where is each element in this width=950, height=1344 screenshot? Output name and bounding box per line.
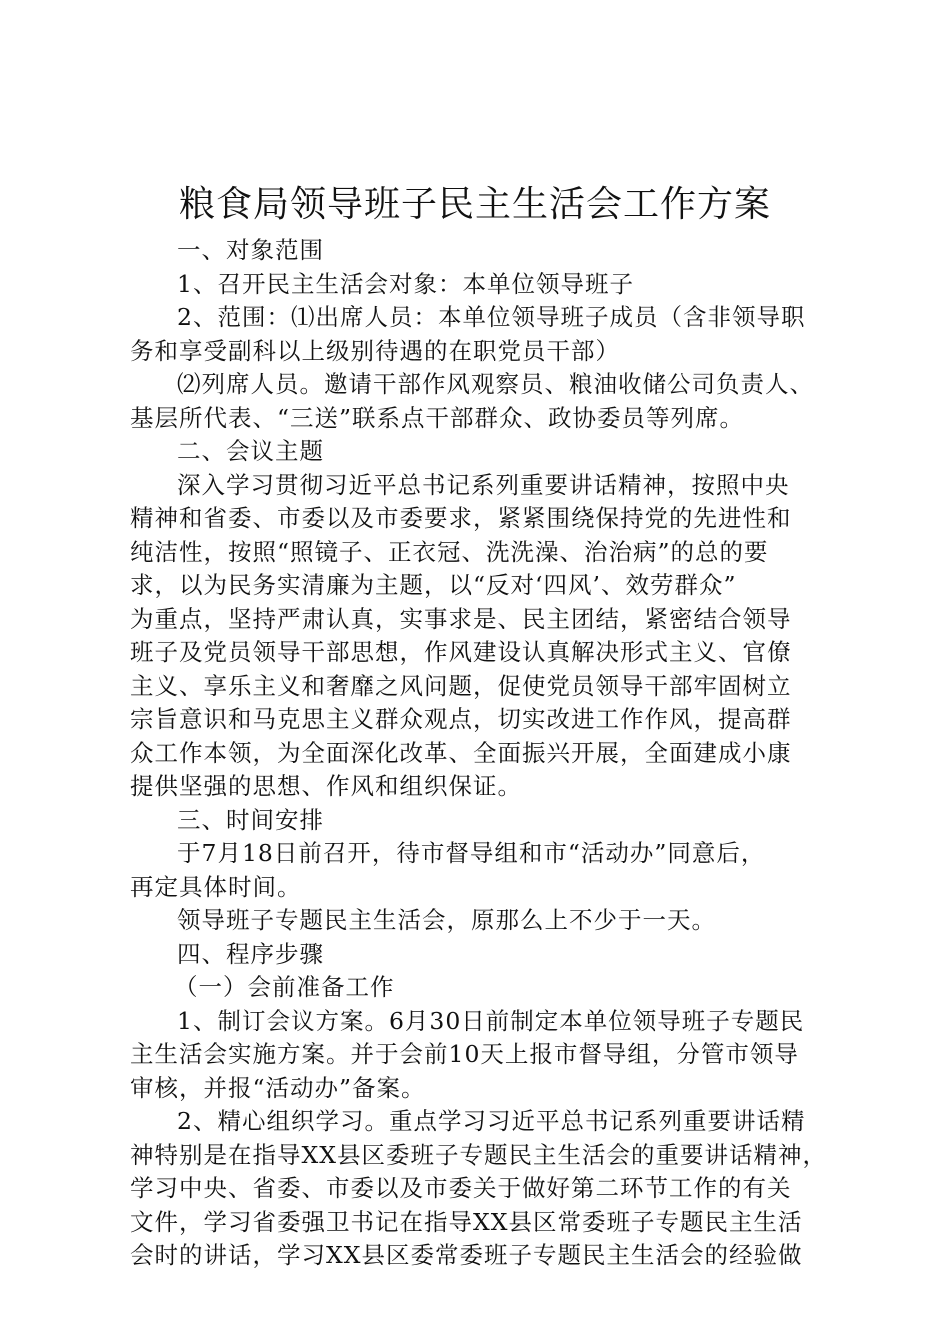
text-line: 审核，并报“活动办”备案。 — [130, 1073, 426, 1102]
text-line: 基层所代表、“三送”联系点干部群众、政协委员等列席。 — [130, 403, 745, 432]
text-line: 为重点，坚持严肃认真，实事求是、民主团结，紧密结合领导 — [130, 604, 792, 633]
text-line: 精神和省委、市委以及市委要求，紧紧围绕保持党的先进性和 — [130, 504, 792, 532]
document-title: 粮食局领导班子民主生活会工作方案 — [178, 184, 771, 225]
text-line: 主生活会实施方案。并于会前10天上报市督导组，分管市领导 — [130, 1040, 799, 1068]
text-line: 深入学习贯彻习近平总书记系列重要讲话精神，按照中央 — [177, 470, 790, 499]
text-line: 学习中央、省委、市委以及市委关于做好第二环节工作的有关 — [130, 1174, 792, 1202]
text-line: （一）会前准备工作 — [174, 973, 395, 1001]
text-line: ⑵列席人员。邀请干部作风观察员、粮油收储公司负责人、 — [177, 370, 814, 398]
text-line: 求，以为民务实清廉为主题，以“反对‘四风’、效劳群众” — [130, 571, 737, 599]
text-line: 领导班子专题民主生活会，原那么上不少于一天。 — [177, 906, 716, 934]
text-line: 班子及党员领导干部思想，作风建设认真解决形式主义、官僚 — [130, 638, 792, 666]
text-line: 会时的讲话，学习XX县区委常委班子专题民主生活会的经验做 — [130, 1241, 803, 1269]
text-line: 主义、享乐主义和奢靡之风问题，促使党员领导干部牢固树立 — [130, 671, 792, 700]
text-line: 提供坚强的思想、作风和组织保证。 — [130, 772, 522, 800]
text-line: 一、对象范围 — [177, 236, 324, 264]
text-line: 神特别是在指导XX县区委班子专题民主生活会的重要讲话精神， — [130, 1140, 827, 1169]
text-line: 二、会议主题 — [177, 437, 324, 465]
text-line: 再定具体时间。 — [130, 872, 302, 901]
text-line: 2、范围：⑴出席人员：本单位领导班子成员（含非领导职 — [177, 303, 806, 331]
text-line: 宗旨意识和马克思主义群众观点，切实改进工作作风，提高群 — [130, 705, 792, 733]
text-line: 1、制订会议方案。6月30日前制定本单位领导班子专题民 — [177, 1006, 805, 1035]
document-body — [130, 234, 842, 1273]
text-line: 务和享受副科以上级别待遇的在职党员干部） — [130, 336, 620, 365]
text-line: 四、程序步骤 — [177, 939, 324, 968]
text-line: 纯洁性，按照“照镜子、正衣冠、洗洗澡、治治病”的总的要 — [130, 537, 769, 566]
text-line: 文件，学习省委强卫书记在指导XX县区常委班子专题民主生活 — [130, 1207, 803, 1236]
text-line: 2、精心组织学习。重点学习习近平总书记系列重要讲话精 — [177, 1107, 806, 1135]
text-line: 1、召开民主生活会对象：本单位领导班子 — [177, 269, 634, 298]
text-line: 于7月18日前召开，待市督导组和市“活动办”同意后， — [177, 839, 766, 867]
text-line: 三、时间安排 — [177, 805, 324, 834]
text-line: 众工作本领，为全面深化改革、全面振兴开展，全面建成小康 — [130, 738, 792, 767]
